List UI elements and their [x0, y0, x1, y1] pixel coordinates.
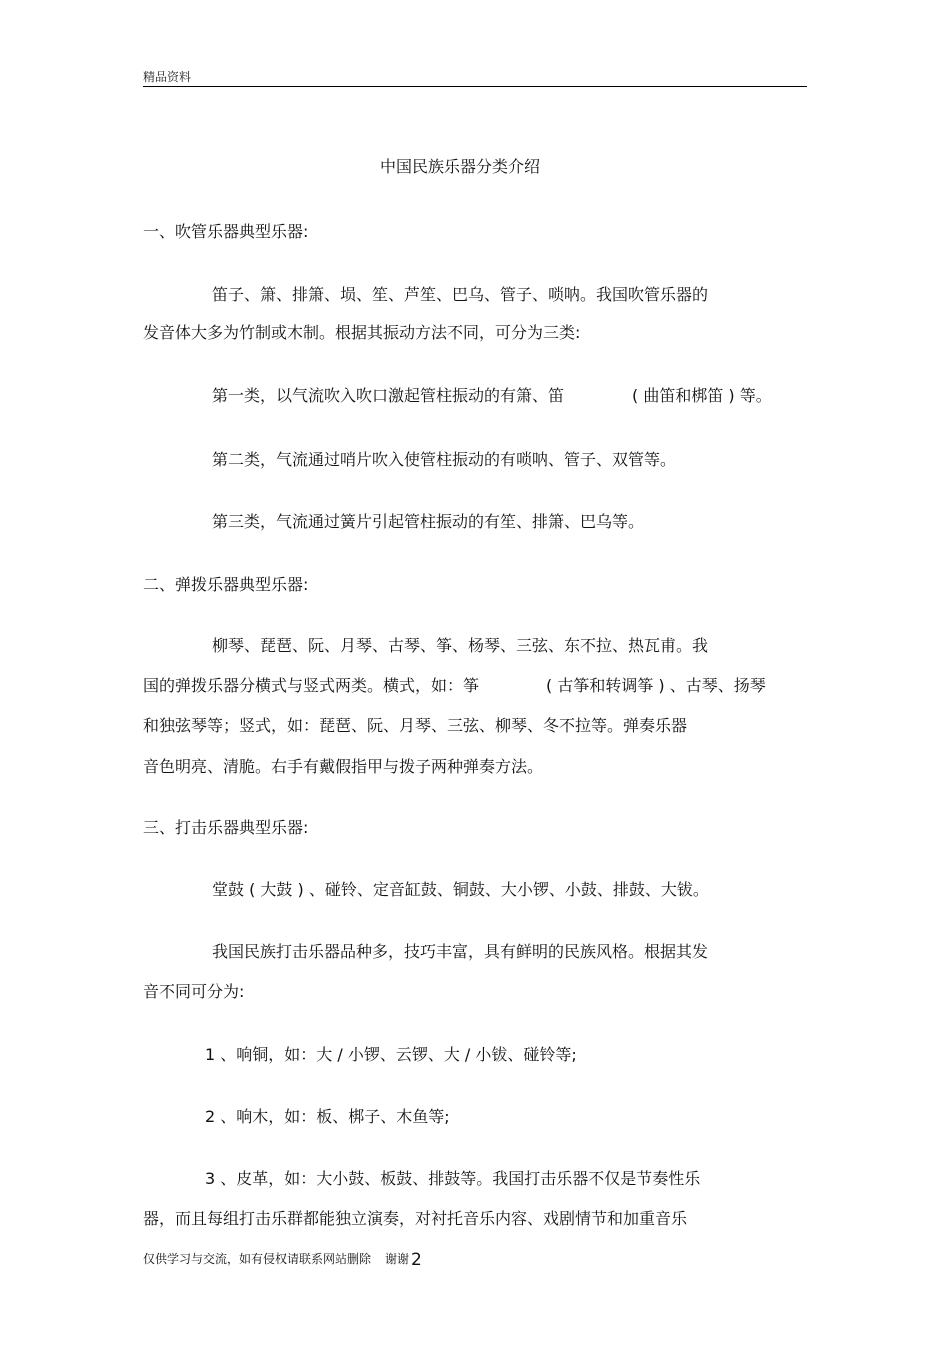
section1-class2: 第二类，气流通过哨片吹入使管柱振动的有唢呐、管子、双管等。 — [212, 450, 677, 469]
section2-line1: 柳琴、琵琶、阮、月琴、古琴、筝、杨琴、三弦、东不拉、热瓦甫。我 — [212, 636, 709, 655]
section3-heading: 三、打击乐器典型乐器: — [143, 818, 309, 837]
section1-class1-paren: ( 曲笛和梆笛 ) 等。 — [632, 386, 772, 405]
section3-item3-line2: 器，而且每组打击乐群都能独立演奏，对衬托音乐内容、戏剧情节和加重音乐 — [143, 1209, 688, 1228]
section1-heading: 一、吹管乐器典型乐器: — [143, 222, 309, 241]
section1-class1: 第一类，以气流吹入吹口激起管柱振动的有箫、笛 — [212, 386, 565, 405]
footer — [143, 1250, 422, 1270]
footer-text: 仅供学习与交流，如有侵权请联系网站删除 — [143, 1252, 372, 1266]
document-title: 中国民族乐器分类介绍 — [380, 157, 541, 176]
section2-line2b: ( 古筝和转调筝 ) 、古琴、扬琴 — [546, 676, 766, 695]
header-rule — [143, 86, 807, 87]
section3-item2: 2 、响木，如：板、梆子、木鱼等; — [205, 1107, 450, 1126]
section2-line3: 和独弦琴等；竖式，如：琵琶、阮、月琴、三弦、柳琴、冬不拉等。弹奏乐器 — [143, 716, 688, 735]
header-label: 精品资料 — [143, 70, 192, 84]
section2-heading: 二、弹拨乐器典型乐器: — [143, 575, 309, 594]
section3-item1: 1 、响铜，如：大 / 小锣、云锣、大 / 小钹、碰铃等; — [205, 1045, 577, 1064]
section2-line2a: 国的弹拨乐器分横式与竖式两类。横式，如：筝 — [143, 676, 480, 695]
section3-paragraph-line2: 音不同可分为: — [143, 982, 245, 1001]
section1-paragraph-line2: 发音体大多为竹制或木制。根据其振动方法不同，可分为三类: — [143, 323, 581, 342]
section3-item3-line1: 3 、皮革，如：大小鼓、板鼓、排鼓等。我国打击乐器不仅是节奏性乐 — [205, 1169, 701, 1188]
footer-thanks: 谢谢 — [385, 1252, 410, 1266]
section2-line4: 音色明亮、清脆。右手有戴假指甲与拨子两种弹奏方法。 — [143, 757, 544, 776]
section3-paragraph-line1: 我国民族打击乐器品种多，技巧丰富，具有鲜明的民族风格。根据其发 — [212, 942, 709, 961]
section1-paragraph-line1: 笛子、箫、排箫、埙、笙、芦笙、巴乌、管子、唢呐。我国吹管乐器的 — [212, 285, 709, 304]
section1-class3: 第三类，气流通过簧片引起管柱振动的有笙、排箫、巴乌等。 — [212, 512, 645, 531]
section3-line1: 堂鼓 ( 大鼓 ) 、碰铃、定音缸鼓、铜鼓、大小锣、小鼓、排鼓、大钹。 — [212, 880, 709, 899]
page-number: 2 — [411, 1250, 422, 1270]
